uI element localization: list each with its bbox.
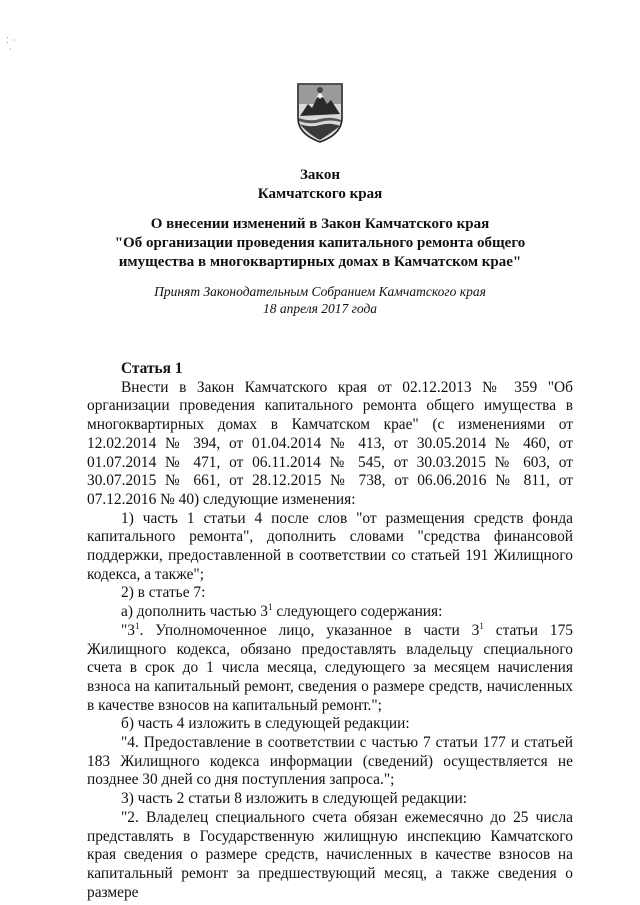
article-title: Статья 1 [121, 360, 183, 377]
quote-part-2: "2. Владелец специального счета обязан ежемесячно до 25 числа представлять в Государственную жилищную инспекцию Камчатского края сведения о размере средств, начисленных в качестве взносов на капитальный ремонт за предшествующий месяц, а также сведения о размере [87, 808, 573, 901]
quote-part-4: "4. Предоставление в соответствии с частью 7 статьи 177 и статьей 183 Жилищного кодекса информации (сведений) осуществляется не позднее 30 дней со дня поступления запроса."; [87, 734, 573, 789]
margin-scribble: ⁚ · · [6, 36, 17, 54]
doc-title: Закон [299, 167, 340, 183]
adopted-by: Принят Законодательным Собранием Камчатского края [154, 284, 486, 299]
item-1: 1) часть 1 статьи 4 после слов "от размещения средств фонда капитального ремонта", дополнить словами "средства финансовой поддержки, предоставленной в соответствии со статьей 191 Жилищного кодекса, а также"; [87, 509, 573, 583]
item-2: 2) в статье 7: [121, 584, 206, 602]
doc-region: Камчатского края [257, 186, 383, 202]
doc-heading-line-1: О внесении изменений в Закон Камчатского края [150, 216, 490, 232]
doc-heading-line-2: "Об организации проведения капитального ремонта общего [114, 235, 526, 251]
doc-heading-line-3: имущества в многоквартирных домах в Камчатском крае" [118, 254, 522, 270]
item-3: 3) часть 2 статьи 8 изложить в следующей редакции: [121, 790, 468, 808]
item-2b: б) часть 4 изложить в следующей редакции: [121, 715, 410, 733]
quote-part-3-1: "$3^1$. Уполномоченное лицо, указанное в части $3^1$ статьи 175 Жилищного кодекса, обязано предоставлять владельцу специального счета в срок до 1 числа месяца, следующего за месяцем начисления взноса на капитальный ремонт, сведения о размере средств, начисленных в качестве взносов на капитальный ремонт."; [87, 620, 573, 714]
article-body [87, 360, 573, 902]
article-intro: Внести в Закон Камчатского края от 02.12.2013 № 359 "Об организации проведения капитального ремонта общего имущества в многоквартирных домах в Камчатском крае" (с изменениями от 12.02.2014 № 394, от 01.04.2014 № 413, от 30.05.2014 № 460, от 01.07.2014 № 471, от 06.11.2014 № 545, от 30.03.2015 № 603, от 30.07.2015 № 661, от 28.12.2015 № 738, от 06.06.2016 № 811, от 07.12.2016 № 40) следующие изменения: [87, 378, 573, 508]
adopted-date: 18 апреля 2017 года [262, 301, 378, 316]
item-2a: а) дополнить частью $3^1$ следующего содержания: [121, 602, 443, 621]
coat-of-arms-emblem [296, 82, 344, 144]
